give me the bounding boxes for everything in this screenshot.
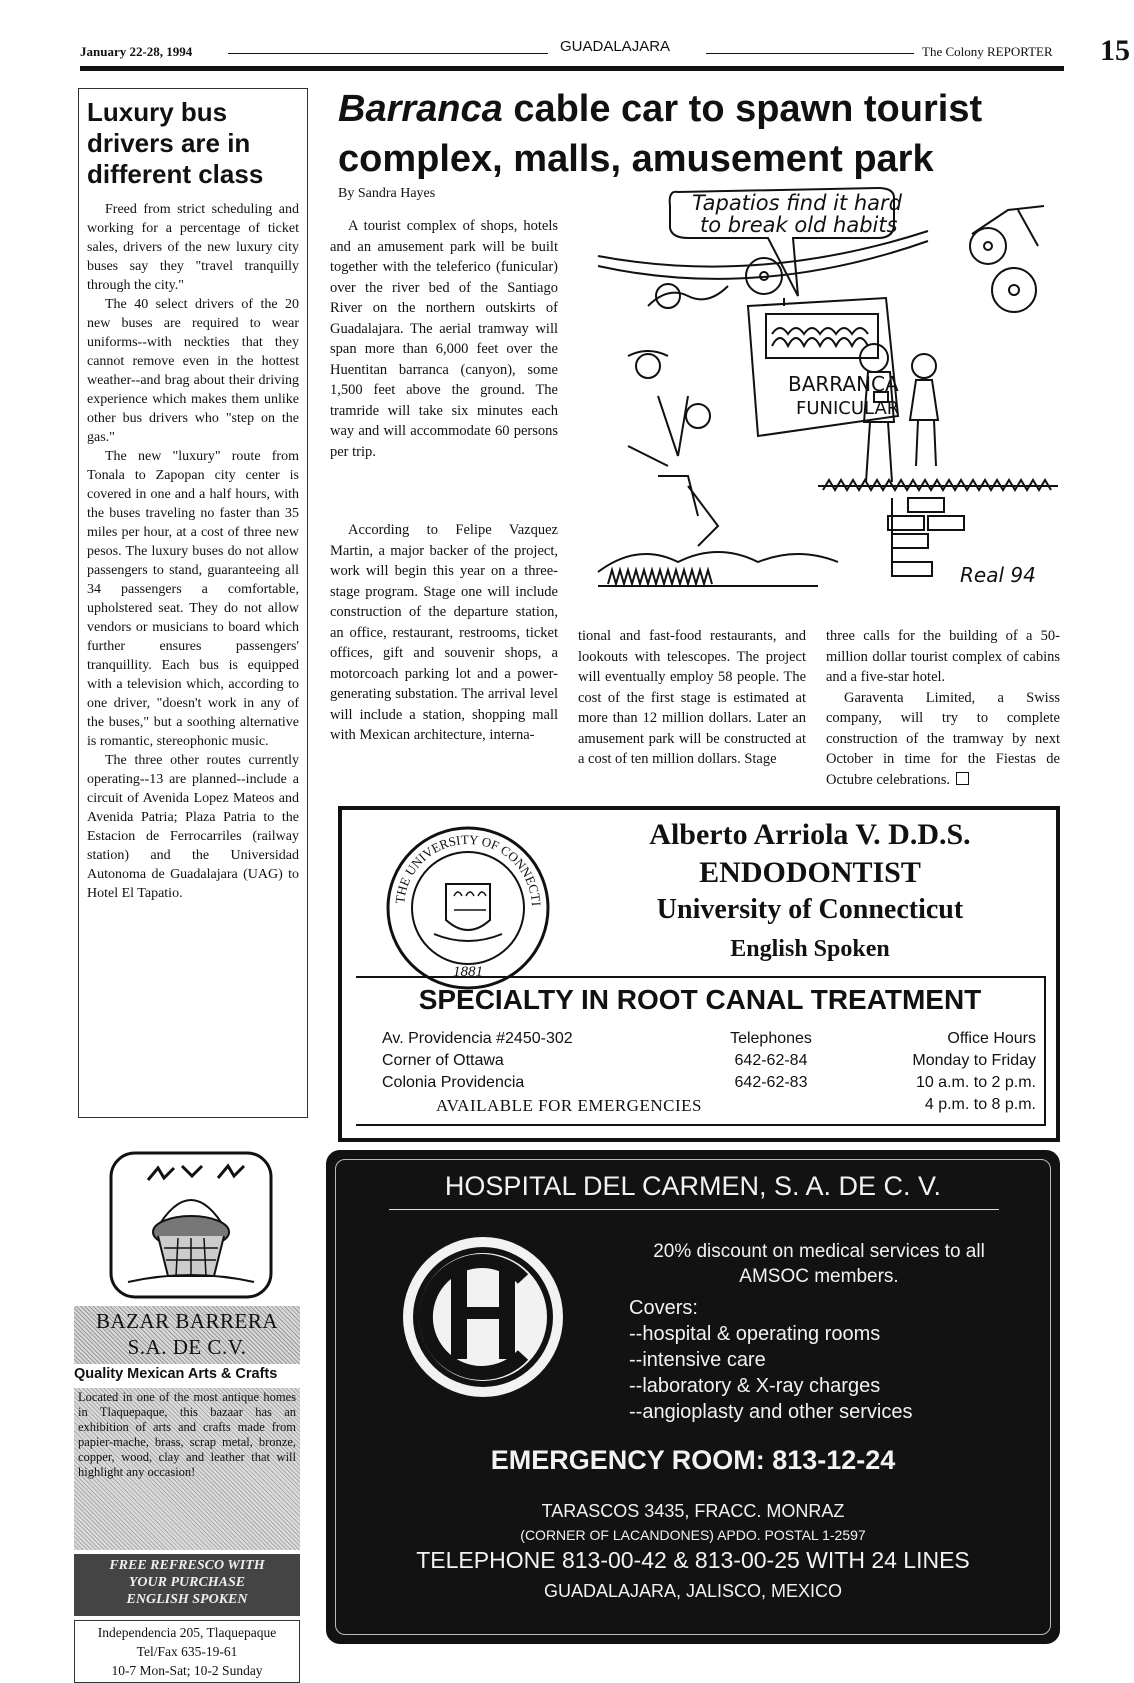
covers-label: Covers: [629,1297,698,1319]
headline-italic: Barranca [338,88,503,130]
address-line: Corner of Ottawa [382,1052,504,1069]
bazar-name [74,1308,300,1360]
section-name: GUADALAJARA [560,38,671,55]
contact-line: Independencia 205, Tlaquepaque [97,1625,277,1640]
sidebar-paragraph: The new "luxury" route from Tonala to Zapopan city center is covered in one and a half hours, with the buses traveling no faster than 35 miles per hour, at a cost of three new pesos. The luxury buses do not allow passengers to stand, guaranteeing all 34 passengers a comfortable, upholstered seat. They do not allow vendors or musicians to board which further ensures passengers' tranquillity. Each bus is equipped with a television which, according to one driver, "doesn't work in any of the buses," but a soothing alternative is romantic, stereophonic music. [87,449,299,749]
hours-line: 4 p.m. to 8 p.m. [924,1096,1036,1113]
masthead [80,34,1130,67]
dentist-title: ENDODONTIST [699,856,921,889]
masthead-rule-right [706,53,914,54]
bubble-text-1: Tapatios find it hard [692,191,902,215]
address-line: Colonia Providencia [382,1074,525,1091]
story-paragraph: According to Felipe Vazquez Martin, a major backer of the project, work will begin this year on a three-stage program. Stage one will include construction of the departure station, an office, restaurant, restrooms, ticket offices, gift and souvenir shops, a motorcoach parking lot and a power-generating substation. The arrival level will include a station, shopping mall with Mexican architecture, interna- [330,522,558,743]
story-paragraph-final [826,688,1060,791]
dentist-specialty: SPECIALTY IN ROOT CANAL TREATMENT [418,984,982,1015]
main-headline [338,84,1072,184]
dentist-hours [866,1028,1036,1116]
promo-line: FREE REFRESCO WITH [109,1558,265,1573]
story-column-4 [826,626,1060,790]
byline: By Sandra Hayes [338,186,436,201]
cartoon-drawing [588,186,1064,620]
dentist-ad [338,806,1060,1142]
cartoonist-signature: Real 94 [960,563,1036,587]
flower-basket-icon [108,1150,274,1300]
masthead-heavy-rule [80,66,1064,71]
covers-item: --intensive care [629,1349,766,1371]
sidebar-paragraph: Freed from strict scheduling and working for a percentage of ticket sales, drivers of the new luxury city buses say they "travel tranquilly through the city." [87,202,299,293]
bazar-promo [74,1554,300,1616]
bazar-name-line: S.A. DE C.V. [127,1335,247,1359]
dentist-language: English Spoken [730,936,890,962]
hours-line: 10 a.m. to 2 p.m. [915,1074,1036,1091]
sidebar-paragraph: The 40 select drivers of the 20 new buses are required to wear uniforms--with neckties that they cannot remove even in the hottest weather--and brag about their driving experience which makes them unlike other bus drivers who "step on the gas." [87,297,299,445]
hospital-title-rule [389,1209,999,1210]
story-paragraph: three calls for the building of a 50-million dollar tourist complex of cabins and a five-star hotel. [826,628,1060,685]
hospital-telephone: TELEPHONE 813-00-42 & 813-00-25 WITH 24 LINES [416,1547,970,1573]
masthead-rule-left [228,53,548,54]
telephone-number: 642-62-84 [734,1052,808,1069]
hospital-address: TARASCOS 3435, FRACC. MONRAZ [541,1501,845,1521]
sidebar-paragraph: The three other routes currently operating--13 are planned--include a circuit of Avenida Lopez Mateos and Avenida Patria; Plaza Patria to the Estacion de Ferrocarriles (railway station) and the Universidad Autonoma de Guadalajara (UAG) to Hotel El Tapatio. [87,753,299,901]
hospital-covers [629,1295,912,1425]
newspaper-name: The Colony REPORTER [922,44,1053,59]
page-number: 15 [1100,34,1130,67]
hospital-logo [399,1233,567,1401]
bubble-text-2: to break old habits [700,213,898,237]
bazar-tagline: Quality Mexican Arts & Crafts [74,1366,278,1382]
story-column-2 [330,520,558,746]
cabin-sign-1: BARRANCA [788,372,899,396]
cabin-sign-2: FUNICULAR [796,398,900,419]
promo-line: ENGLISH SPOKEN [126,1592,248,1607]
covers-item: --laboratory & X-ray charges [629,1375,881,1397]
covers-item: --angioplasty and other services [629,1401,913,1423]
hospital-name: HOSPITAL DEL CARMEN, S. A. DE C. V. [444,1171,942,1201]
seal-icon [384,824,552,992]
contact-line: 10-7 Mon-Sat; 10-2 Sunday [111,1663,263,1678]
story-paragraph-text: Garaventa Limited, a Swiss company, will try to complete construction of the tramway by next October in time for the Fiestas de Octubre celebrations. [826,689,1060,788]
story-column-1 [330,216,558,462]
bazar-ad [74,1150,300,1678]
hospital-discount: 20% discount on medical services to all AMSOC members. [653,1241,985,1287]
hc-monogram-icon [399,1233,567,1401]
bazar-name-box [74,1306,300,1364]
dentist-details-box [356,976,1046,1126]
bazar-description: Located in one of the most antique homes in Tlaquepaque, this bazaar has an exhibition of arts and crafts made from papier-mache, brass, scrap metal, bronze, copper, wood, clay and leather that will highlight any occasion! [74,1388,300,1550]
telephones-label: Telephones [730,1030,812,1047]
university-seal [384,824,552,992]
bazar-name-line: BAZAR BARRERA [95,1309,279,1333]
sidebar-story [78,88,308,1118]
contact-line: Tel/Fax 635-19-61 [136,1644,238,1659]
story-paragraph: A tourist complex of shops, hotels and an amusement park will be built together with the teleferico (funicular) over the river bed of the Santiago River on the northern outskirts of Guadalajara. The aerial tramway will span more than 6,000 feet over the Huentitan barranca (canyon), some 1,500 feet above the ground. The tramride will take six minutes each way and will accommodate 60 persons per trip. [330,218,558,460]
hours-label: Office Hours [947,1030,1036,1047]
telephone-number: 642-62-83 [734,1074,808,1091]
issue-date: January 22-28, 1994 [80,44,193,59]
bazar-illustration [108,1150,274,1300]
dentist-school: University of Connecticut [656,894,964,925]
dentist-name: Alberto Arriola V. D.D.S. [649,818,971,851]
sidebar-body [87,200,299,903]
hours-line: Monday to Friday [912,1052,1036,1069]
sidebar-headline: Luxury bus drivers are in different class [87,97,264,189]
headline-rest: cable car to spawn tourist complex, malls, amusement park [338,88,983,180]
hospital-ad [326,1150,1060,1644]
seal-text: THE UNIVERSITY OF CONNECTI [392,831,544,907]
dentist-telephones [696,1028,846,1094]
story-column-3 [578,626,806,770]
story-paragraph: tional and fast-food restaurants, and lookouts with telescopes. The project will eventually employ 58 people. The cost of the first stage is estimated at more than 12 million dollars. Later an amusement park will be constructed at a cost of ten million dollars. Stage [578,628,806,767]
hospital-emergency: EMERGENCY ROOM: 813-12-24 [490,1445,896,1475]
svg-text:THE UNIVERSITY OF CONNECTICUT [384,824,544,907]
covers-item: --hospital & operating rooms [629,1323,881,1345]
address-line: Av. Providencia #2450-302 [382,1030,573,1047]
hospital-corner: (CORNER OF LACANDONES) APDO. POSTAL 1-2597 [520,1527,866,1543]
dentist-emergencies: AVAILABLE FOR EMERGENCIES [436,1096,702,1115]
seal-year: 1881 [453,964,483,980]
dentist-address [382,1028,573,1094]
editorial-cartoon [588,186,1064,620]
end-mark-icon [956,772,969,785]
hospital-city: GUADALAJARA, JALISCO, MEXICO [543,1581,843,1601]
promo-line: YOUR PURCHASE [128,1575,246,1590]
